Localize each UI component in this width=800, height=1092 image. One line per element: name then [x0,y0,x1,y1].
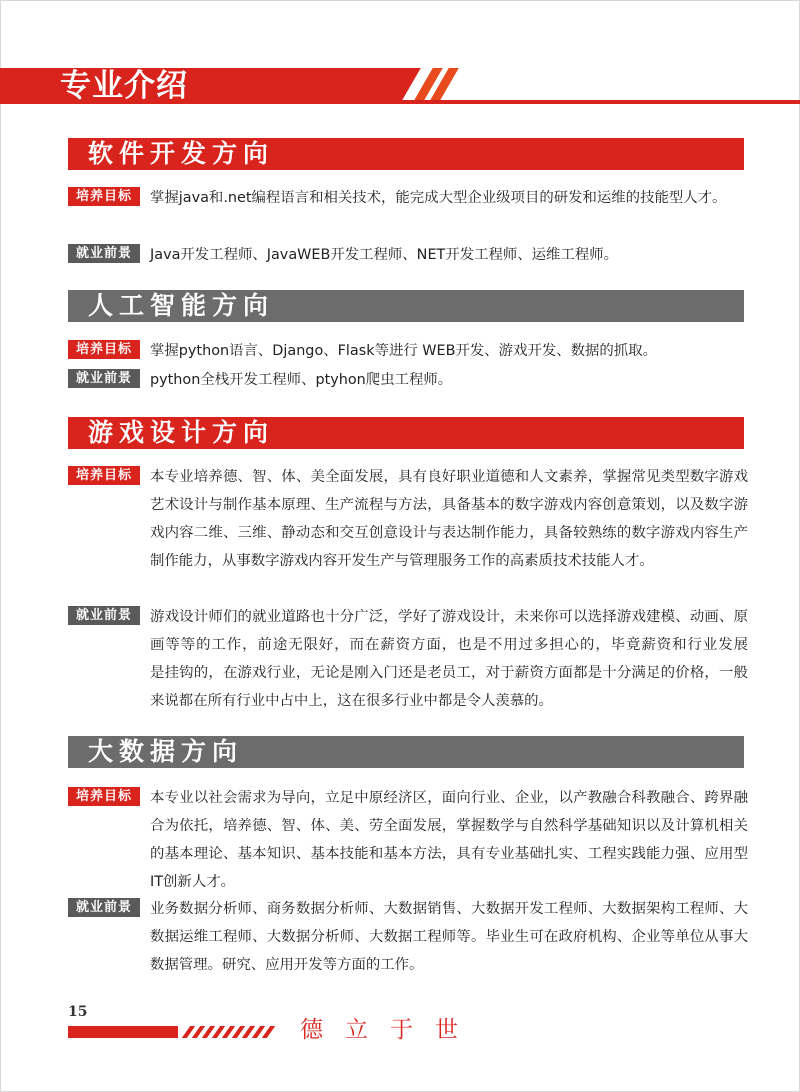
goal-text: 本专业以社会需求为导向，立足中原经济区，面向行业、企业，以产教融合科教融合、跨界融合为依托，培养德、智、体、美、劳全面发展，掌握数学与自然科学基础知识以及计算机相关的基本理论、基本知识、基本技能和基本方法，具有专业基础扎实、工程实践能力强、应用型IT创新人才。 [150,790,748,890]
career-text: Java开发工程师、JavaWEB开发工程师、NET开发工程师、运维工程师。 [150,247,619,263]
career-text: 游戏设计师们的就业道路也十分广泛，学好了游戏设计，未来你可以选择游戏建模、动画、原画等等的工作，前途无限好，而在薪资方面，也是不用过多担心的，毕竟薪资和行业发展 是挂钩的，在游戏行业，无论是刚入门还是老员工，对于薪资方面都是十分满足的价格，一般来说都在所有行业中占中上，这在很多行业中都是令人羡慕的。 [150,609,792,709]
career-tag: 就业前景 [68,369,140,388]
goal-text: 掌握python语言、Django、Flask等进行 WEB开发、游戏开发、数据的抓取。 [150,343,657,359]
header-banner [0,68,800,106]
footer-decoration [68,1026,288,1038]
section-title-bigdata: 大数据方向 [68,736,744,768]
section-bigdata-career [68,895,748,979]
footer-motto: 德立于世 [300,1017,480,1043]
section-bigdata-goal [68,784,748,896]
career-tag: 就业前景 [68,606,140,625]
section-software-career [68,241,748,269]
career-text: python全栈开发工程师、ptyhon爬虫工程师。 [150,372,453,388]
section-software-goal [68,184,748,212]
career-text: 业务数据分析师、商务数据分析师、大数据销售、大数据开发工程师、大数据架构工程师、大数据运维工程师、大数据分析师、大数据工程师等。毕业生可在政府机构、企业等单位从事大数据管理。研究、应用开发等方面的工作。 [150,901,748,973]
section-title-software: 软件开发方向 [68,138,744,170]
goal-text: 掌握java和.net编程语言和相关技术，能完成大型企业级项目的研发和运维的技能型人才。 [150,190,727,206]
career-tag: 就业前景 [68,244,140,263]
section-ai-career [68,366,748,394]
footer-red-bar [68,1026,178,1038]
section-title-ai: 人工智能方向 [68,290,744,322]
banner-underline [385,100,800,104]
goal-tag: 培养目标 [68,787,140,806]
goal-tag: 培养目标 [68,187,140,206]
section-game-career [68,603,792,715]
goal-tag: 培养目标 [68,340,140,359]
career-tag: 就业前景 [68,898,140,917]
section-game-goal [68,463,748,575]
section-title-game: 游戏设计方向 [68,417,744,449]
page-number: 15 [68,1004,88,1020]
goal-text: 本专业培养德、智、体、美全面发展，具有良好职业道德和人文素养，掌握常见类型数字游戏艺术设计与制作基本原理、生产流程与方法，具备基本的数字游戏内容创意策划，以及数字游戏内容二维、三维、静动态和交互创意设计与表达制作能力，具备较熟练的数字游戏内容生产制作能力，从事数字游戏内容开发生产与管理服务工作的高素质技术技能人才。 [150,469,748,569]
goal-tag: 培养目标 [68,466,140,485]
section-ai-goal [68,337,748,365]
page-title: 专业介绍 [60,68,188,104]
